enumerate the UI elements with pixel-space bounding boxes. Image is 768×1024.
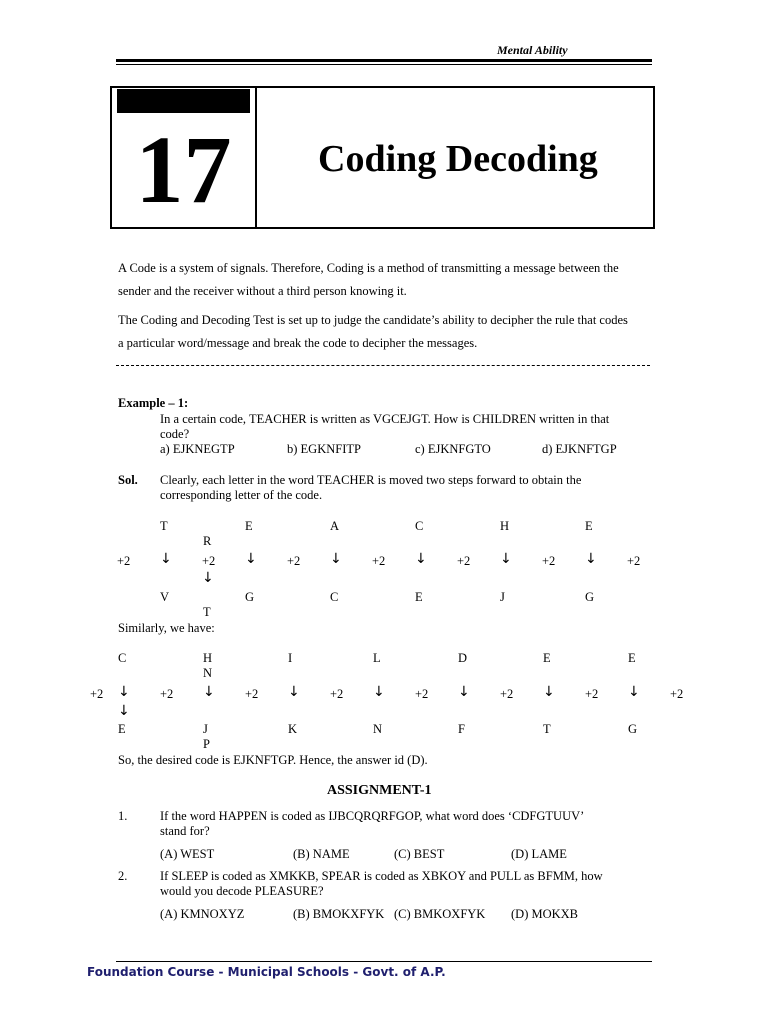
option-a: (A) WEST bbox=[160, 847, 215, 861]
intro-p1-line2: sender and the receiver without a third person knowing it. bbox=[118, 284, 407, 298]
teacher-letter: A bbox=[330, 519, 340, 533]
shift-label: +2 bbox=[457, 554, 471, 568]
teacher-letter: C bbox=[415, 519, 424, 533]
option-d: (D) LAME bbox=[511, 847, 567, 861]
example-option-a: a) EJKNEGTP bbox=[160, 442, 235, 456]
shift-label: +2 bbox=[372, 554, 386, 568]
example-label: Example – 1: bbox=[118, 396, 189, 410]
shift-label: +2 bbox=[542, 554, 556, 568]
intro-p2-line2: a particular word/message and break the code to decipher the messages. bbox=[118, 336, 478, 350]
shift-label: +2 bbox=[330, 687, 344, 701]
shift-label: +2 bbox=[670, 687, 684, 701]
code-letter: K bbox=[288, 722, 298, 736]
children-letter: C bbox=[118, 651, 127, 665]
down-arrow-icon: ↓ bbox=[203, 684, 215, 700]
option-c: (C) BEST bbox=[394, 847, 445, 861]
question-text-line2: stand for? bbox=[160, 824, 210, 838]
code-letter: E bbox=[118, 722, 126, 736]
option-d: (D) MOKXB bbox=[511, 907, 579, 921]
shift-label: +2 bbox=[160, 687, 174, 701]
children-letter: H bbox=[203, 651, 213, 665]
children-letter: E bbox=[543, 651, 551, 665]
example-option-c: c) EJKNFGTO bbox=[415, 442, 491, 456]
down-arrow-icon: ↓ bbox=[330, 551, 342, 567]
down-arrow-icon: ↓ bbox=[458, 684, 470, 700]
down-arrow-icon: ↓ bbox=[118, 684, 130, 700]
teacher-letter: E bbox=[245, 519, 253, 533]
question-text-line1: If the word HAPPEN is coded as IJBCQRQRFGOP, what word does ‘CDFGTUUV’ bbox=[160, 809, 585, 823]
footer-text: Foundation Course - Municipal Schools - Govt. of A.P. bbox=[87, 965, 446, 979]
down-arrow-icon: ↓ bbox=[415, 551, 427, 567]
example-option-b: b) EGKNFITP bbox=[287, 442, 361, 456]
code-letter: F bbox=[458, 722, 465, 736]
dashed-divider bbox=[116, 365, 650, 366]
option-c: (C) BMKOXFYK bbox=[394, 907, 486, 921]
teacher-letter: E bbox=[585, 519, 593, 533]
chapter-box-divider bbox=[255, 86, 257, 229]
intro-p1-line1: A Code is a system of signals. Therefore, Coding is a method of transmitting a message between the bbox=[118, 261, 619, 275]
code-letter: G bbox=[585, 590, 595, 604]
question-text-line2: would you decode PLEASURE? bbox=[160, 884, 324, 898]
shift-label: +2 bbox=[415, 687, 429, 701]
chapter-number-bar bbox=[117, 89, 250, 113]
question-number: 2. bbox=[118, 869, 128, 883]
children-letter: D bbox=[458, 651, 468, 665]
children-letter: I bbox=[288, 651, 293, 665]
teacher-letter: T bbox=[160, 519, 168, 533]
solution-line2: corresponding letter of the code. bbox=[160, 488, 323, 502]
header-rule-thick bbox=[116, 59, 652, 62]
down-arrow-icon: ↓ bbox=[628, 684, 640, 700]
code-letter: T bbox=[543, 722, 551, 736]
teacher-letter-wrap: R bbox=[203, 534, 212, 548]
example-question-line1: In a certain code, TEACHER is written as VGCEJGT. How is CHILDREN written in that bbox=[160, 412, 610, 426]
children-letter: L bbox=[373, 651, 381, 665]
code-letter: J bbox=[203, 722, 208, 736]
teacher-letter: H bbox=[500, 519, 510, 533]
code-letter: E bbox=[415, 590, 423, 604]
shift-label: +2 bbox=[202, 554, 216, 568]
example-question-line2: code? bbox=[160, 427, 190, 441]
chapter-number: 17 bbox=[135, 116, 232, 223]
solution-line1: Clearly, each letter in the word TEACHER is moved two steps forward to obtain the bbox=[160, 473, 582, 487]
shift-label: +2 bbox=[245, 687, 259, 701]
chapter-title: Coding Decoding bbox=[318, 138, 598, 180]
option-b: (B) BMOKXFYK bbox=[293, 907, 385, 921]
header-rule-thin bbox=[116, 64, 652, 65]
option-b: (B) NAME bbox=[293, 847, 350, 861]
shift-label: +2 bbox=[287, 554, 301, 568]
example-option-d: d) EJKNFTGP bbox=[542, 442, 617, 456]
assignment-title: ASSIGNMENT-1 bbox=[327, 783, 432, 798]
option-a: (A) KMNOXYZ bbox=[160, 907, 245, 921]
down-arrow-icon: ↓ bbox=[585, 551, 597, 567]
footer-rule bbox=[116, 961, 652, 962]
question-text-line1: If SLEEP is coded as XMKKB, SPEAR is coded as XBKOY and PULL as BFMM, how bbox=[160, 869, 603, 883]
down-arrow-icon: ↓ bbox=[288, 684, 300, 700]
shift-label: +2 bbox=[627, 554, 641, 568]
down-arrow-icon: ↓ bbox=[160, 551, 172, 567]
down-arrow-icon: ↓ bbox=[543, 684, 555, 700]
shift-label: +2 bbox=[585, 687, 599, 701]
shift-label: +2 bbox=[117, 554, 131, 568]
shift-label: +2 bbox=[500, 687, 514, 701]
code-letter: G bbox=[628, 722, 638, 736]
similarly-text: Similarly, we have: bbox=[118, 621, 215, 635]
children-letter: E bbox=[628, 651, 636, 665]
code-letter: N bbox=[373, 722, 383, 736]
intro-p2-line1: The Coding and Decoding Test is set up to judge the candidate’s ability to decipher the rule that codes bbox=[118, 313, 628, 327]
down-arrow-icon: ↓ bbox=[373, 684, 385, 700]
running-header: Mental Ability bbox=[497, 43, 568, 57]
code-letter: J bbox=[500, 590, 505, 604]
code-letter: C bbox=[330, 590, 339, 604]
down-arrow-icon: ↓ bbox=[245, 551, 257, 567]
down-arrow-icon: ↓ bbox=[202, 570, 214, 586]
code-letter-wrap: P bbox=[203, 737, 210, 751]
question-number: 1. bbox=[118, 809, 128, 823]
code-letter: G bbox=[245, 590, 255, 604]
code-letter-wrap: T bbox=[203, 605, 211, 619]
solution-label: Sol. bbox=[118, 473, 138, 487]
down-arrow-icon: ↓ bbox=[118, 703, 130, 719]
children-letter-wrap: N bbox=[203, 666, 213, 680]
code-letter: V bbox=[160, 590, 170, 604]
shift-label: +2 bbox=[90, 687, 104, 701]
down-arrow-icon: ↓ bbox=[500, 551, 512, 567]
solution-conclusion: So, the desired code is EJKNFTGP. Hence, the answer id (D). bbox=[118, 753, 428, 767]
